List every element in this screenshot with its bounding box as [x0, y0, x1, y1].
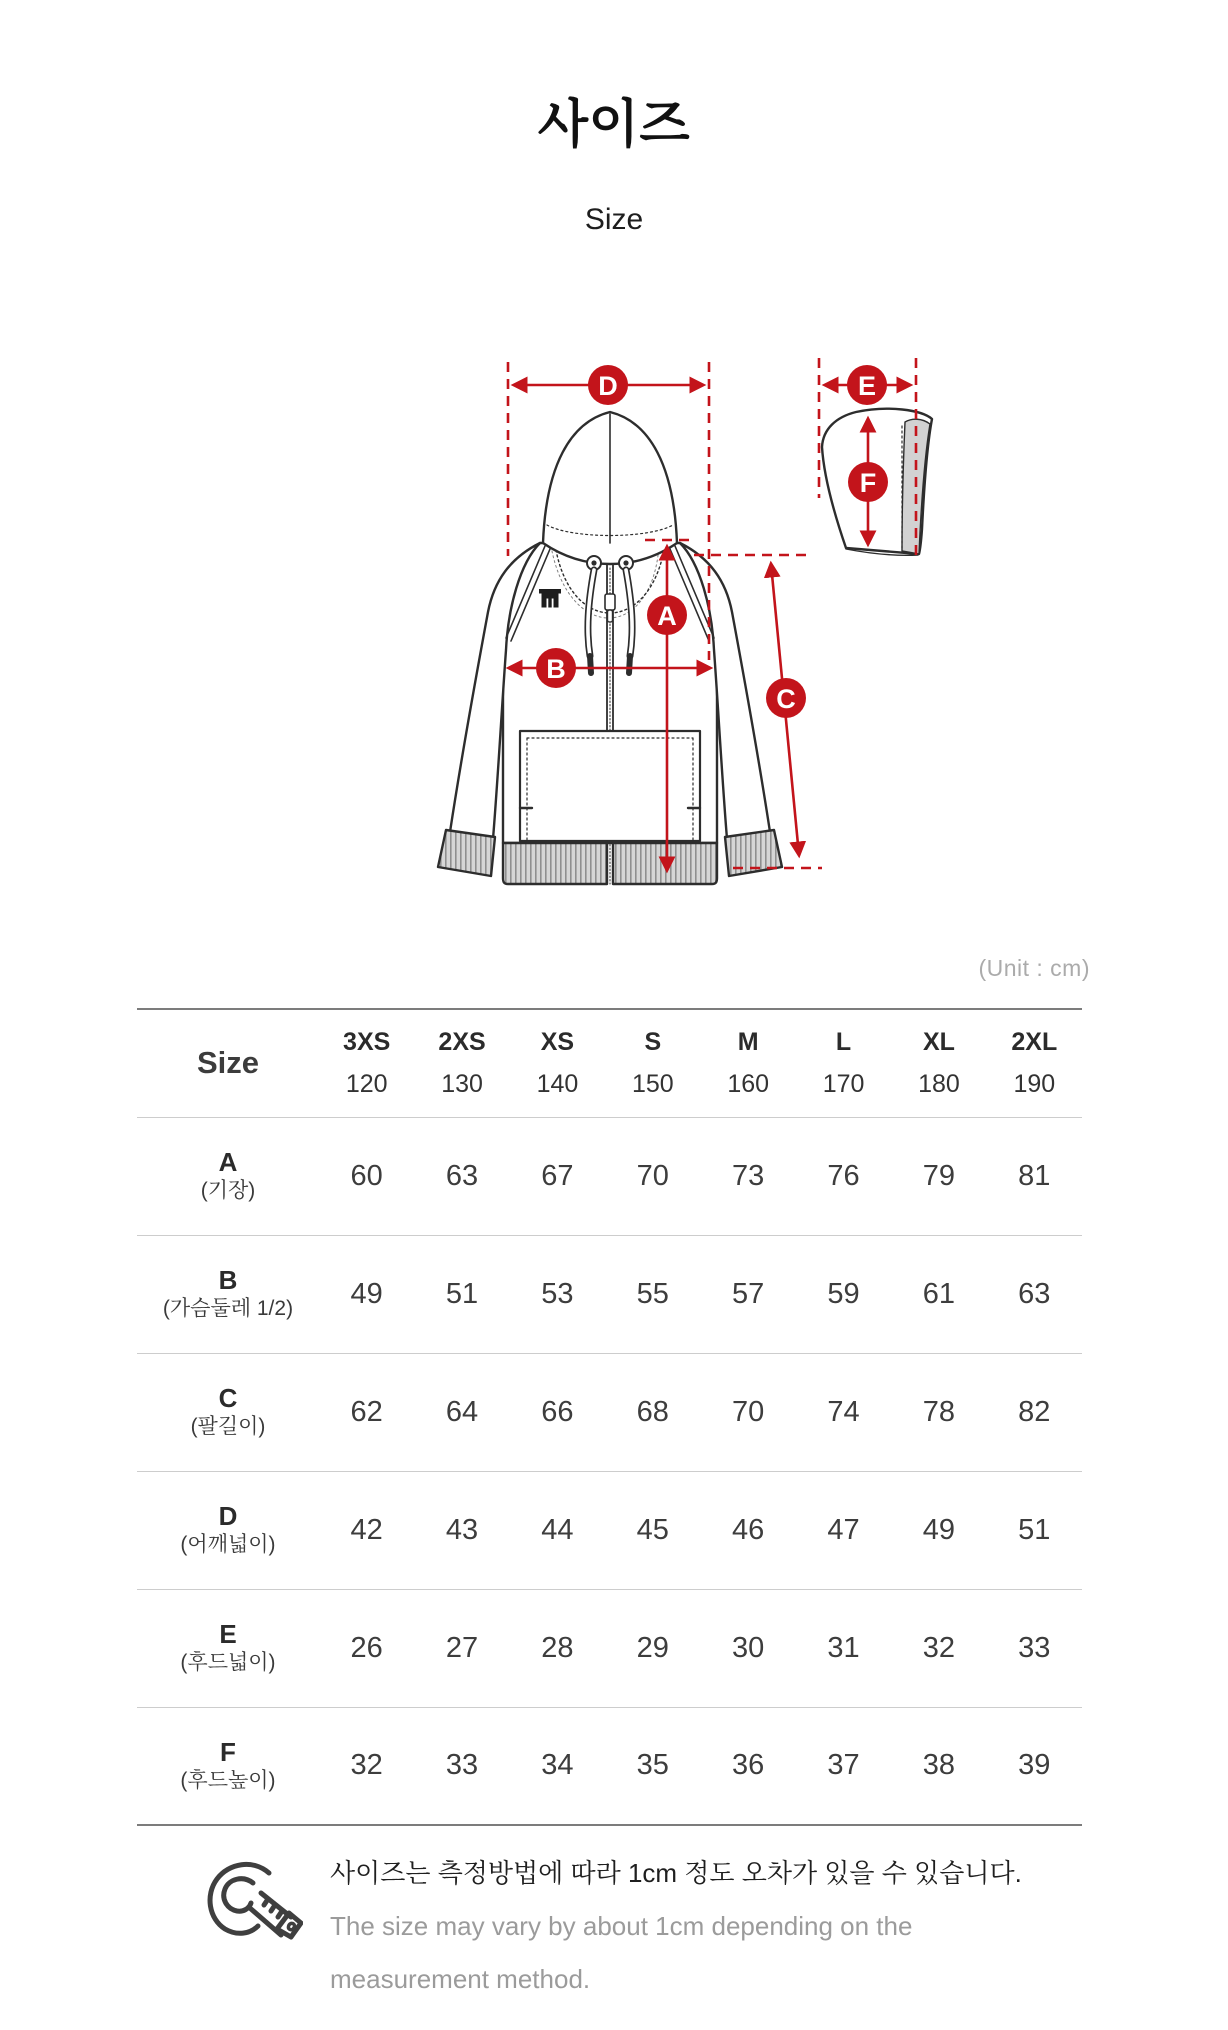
- cell: 67: [541, 1159, 574, 1192]
- column-header-3xs: 3XS 120: [343, 1027, 391, 1098]
- column-header-xs: XS 140: [536, 1027, 579, 1098]
- column-header-m: M 160: [727, 1027, 770, 1098]
- size-table: [137, 1008, 1082, 1826]
- cell: 63: [445, 1159, 479, 1192]
- badge-d-label: D: [598, 371, 618, 401]
- row-label-a: A (기장): [200, 1146, 256, 1202]
- badge-b-label: B: [546, 654, 566, 684]
- badge-c-label: C: [776, 684, 796, 714]
- cell: 53: [541, 1277, 574, 1310]
- cell: 55: [636, 1277, 669, 1310]
- cell: 81: [1018, 1159, 1051, 1192]
- cell: 32: [922, 1631, 956, 1664]
- cell: 51: [1018, 1513, 1051, 1546]
- jacket-drawing: [438, 412, 782, 884]
- table-row-c: [137, 1353, 1082, 1471]
- table-row-d: [137, 1471, 1082, 1589]
- cell: 61: [922, 1277, 956, 1310]
- cell: 62: [350, 1395, 383, 1428]
- cell: 32: [350, 1749, 383, 1782]
- cell: 63: [1018, 1277, 1051, 1310]
- column-header-2xl: 2XL 190: [1011, 1027, 1058, 1098]
- cell: 64: [445, 1395, 479, 1428]
- hoodie-measurement-diagram: [310, 268, 1010, 928]
- cell: 39: [1018, 1749, 1051, 1782]
- badge-f-label: F: [859, 468, 877, 498]
- cell: 51: [445, 1277, 479, 1310]
- cell: 49: [922, 1513, 956, 1546]
- cell: 70: [732, 1395, 765, 1428]
- cell: 82: [1018, 1395, 1051, 1428]
- cell: 49: [350, 1277, 383, 1310]
- cell: 76: [827, 1159, 860, 1192]
- note-english-line1: The size may vary by about 1cm depending on the: [330, 1911, 913, 1941]
- cell: 37: [827, 1749, 860, 1782]
- row-label-e: E (후드넓이): [180, 1618, 276, 1674]
- cell: 79: [922, 1159, 956, 1192]
- column-header-l: L 170: [822, 1027, 865, 1098]
- cell: 31: [827, 1631, 860, 1664]
- page-title: 사이즈: [537, 96, 691, 154]
- cell: 36: [732, 1749, 765, 1782]
- cell: 35: [636, 1749, 669, 1782]
- cell: 30: [732, 1631, 765, 1664]
- note-korean: 사이즈는 측정방법에 따라 1cm 정도 오차가 있을 수 있습니다.: [330, 1858, 1022, 1888]
- row-label-c: C (팔길이): [190, 1382, 266, 1438]
- corner-label: Size: [196, 1045, 260, 1081]
- table-row-a: [137, 1117, 1082, 1235]
- cell: 28: [541, 1631, 574, 1664]
- brand-logo: [539, 589, 561, 608]
- cell: 57: [732, 1277, 765, 1310]
- cell: 60: [350, 1159, 383, 1192]
- cell: 68: [636, 1395, 669, 1428]
- cell: 26: [350, 1631, 383, 1664]
- cell: 47: [827, 1513, 860, 1546]
- row-label-b: B (가슴둘레 1/2): [162, 1264, 294, 1320]
- column-header-s: S 150: [631, 1027, 674, 1098]
- cell: 70: [636, 1159, 669, 1192]
- row-label-d: D (어깨넓이): [180, 1500, 276, 1556]
- cell: 38: [922, 1749, 956, 1782]
- tape-measure-icon: [203, 1859, 303, 1951]
- table-row-b: [137, 1235, 1082, 1353]
- cell: 46: [732, 1513, 765, 1546]
- table-row-e: [137, 1589, 1082, 1707]
- size-table-header-row: [137, 1009, 1082, 1117]
- cell: 45: [636, 1513, 669, 1546]
- row-label-f: F (후드높이): [180, 1736, 276, 1792]
- cell: 42: [350, 1513, 383, 1546]
- cell: 78: [922, 1395, 956, 1428]
- cell: 44: [541, 1513, 574, 1546]
- size-table-corner: [137, 1009, 319, 1117]
- cell: 29: [636, 1631, 669, 1664]
- table-row-f: [137, 1707, 1082, 1825]
- page-subtitle: Size: [584, 203, 644, 236]
- cell: 74: [827, 1395, 860, 1428]
- column-header-2xs: 2XS 130: [438, 1027, 486, 1098]
- note-english-line2: measurement method.: [330, 1964, 591, 1994]
- column-header-xl: XL 180: [918, 1027, 960, 1098]
- cell: 33: [1018, 1631, 1051, 1664]
- cell: 43: [445, 1513, 479, 1546]
- cell: 59: [827, 1277, 860, 1310]
- badge-a-label: A: [657, 601, 677, 631]
- cell: 66: [541, 1395, 574, 1428]
- cell: 73: [732, 1159, 765, 1192]
- cell: 27: [445, 1631, 479, 1664]
- unit-note: (Unit : cm): [978, 955, 1090, 981]
- cell: 33: [445, 1749, 479, 1782]
- badge-e-label: E: [857, 371, 877, 401]
- cell: 34: [541, 1749, 574, 1782]
